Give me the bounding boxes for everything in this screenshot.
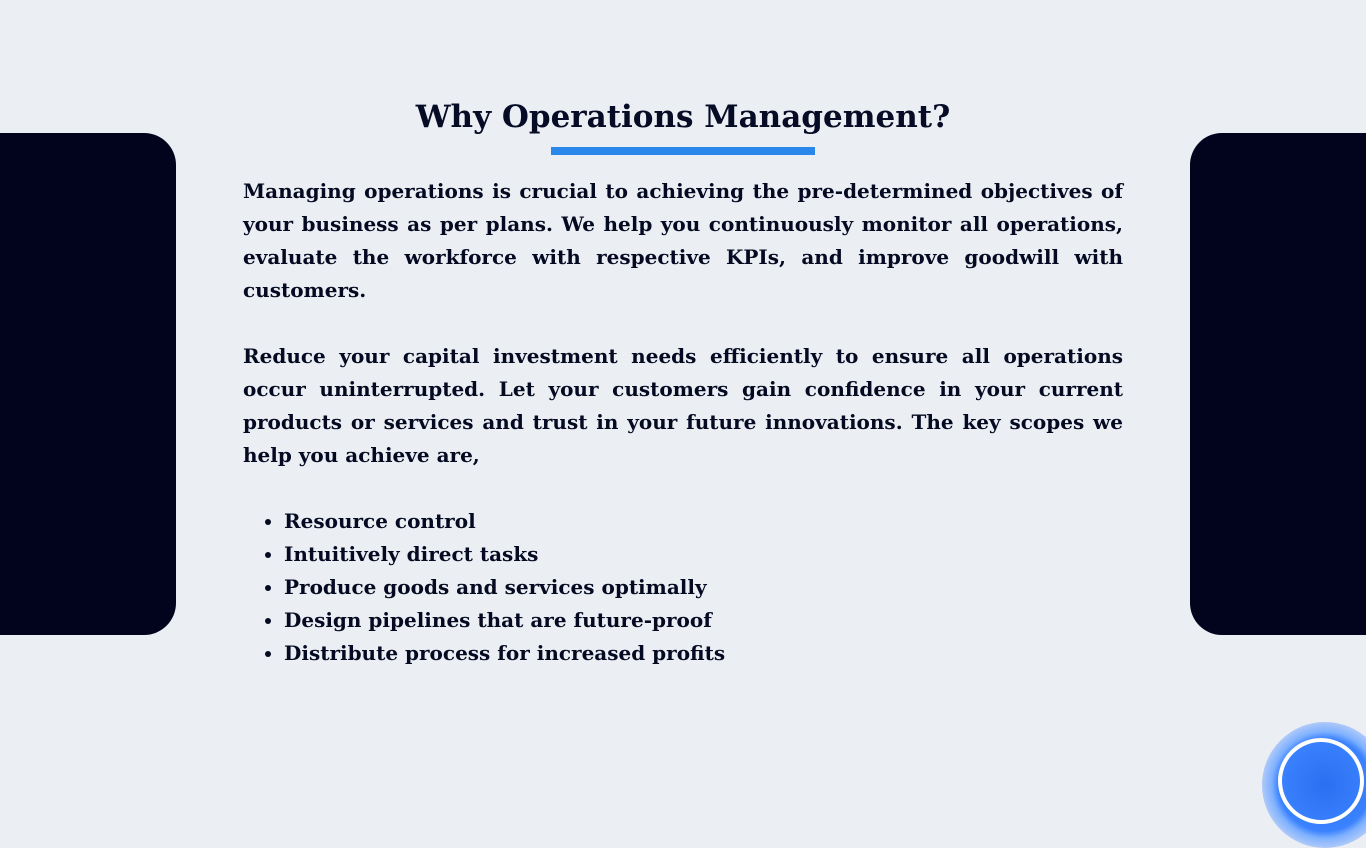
list-item: • Produce goods and services optimally: [284, 571, 1123, 604]
chat-bubble-icon: [1278, 738, 1364, 824]
list-item: • Intuitively direct tasks: [284, 538, 1123, 571]
right-decorative-panel: [1190, 133, 1366, 635]
left-decorative-panel: [0, 133, 176, 635]
intro-paragraph: Managing operations is crucial to achieving the pre-determined objectives of your business as per plans. We help you continuously monitor all operations, evaluate the workforce with respective KPIs, and improve goodwill with customers.: [243, 179, 1123, 302]
section-content: [243, 175, 1123, 670]
list-item: • Design pipelines that are future-proof: [284, 604, 1123, 637]
section-title: Why Operations Management?: [415, 99, 951, 135]
scope-paragraph: Reduce your capital investment needs efficiently to ensure all operations occur uninterrupted. Let your customers gain confidence in your current products or services and trust in your future innovations. The key scopes we help you achieve are,: [243, 344, 1123, 467]
list-item: • Resource control: [284, 505, 1123, 538]
list-item: • Distribute process for increased profits: [284, 637, 1123, 670]
title-underline: [551, 147, 815, 155]
scope-list: [243, 505, 1123, 670]
chat-launcher-button[interactable]: [1262, 722, 1366, 848]
